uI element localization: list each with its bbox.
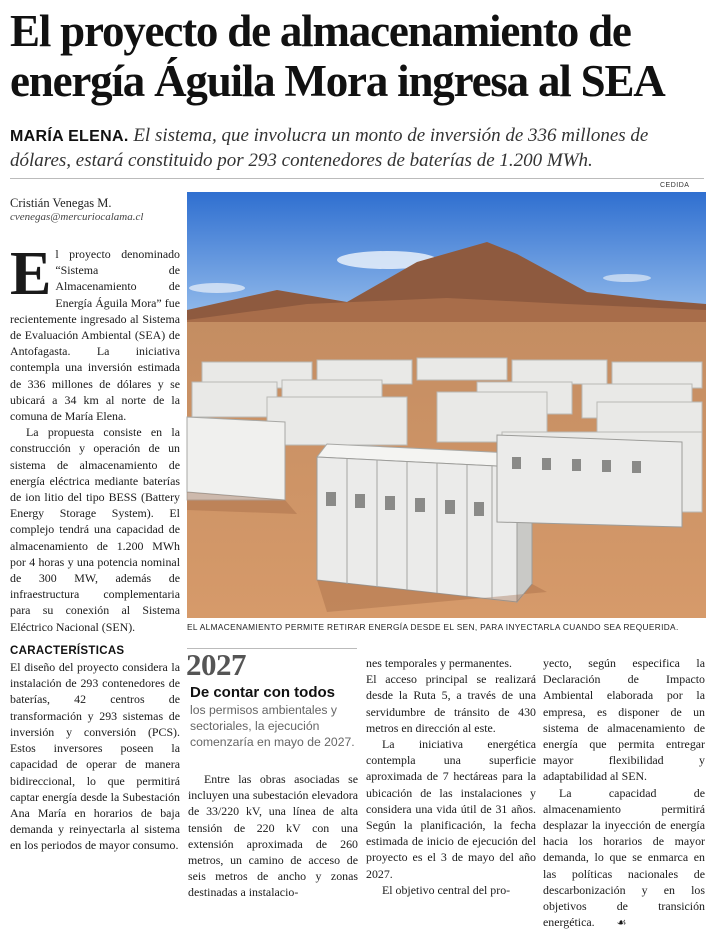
headline: El proyecto de almacenamiento de energía Águila Mora ingresa al SEA — [10, 6, 665, 106]
sidebar-year: 2027 — [186, 647, 246, 682]
author-name: Cristián Venegas M. — [10, 196, 112, 210]
paragraph: El acceso principal se realizará desde la Ruta 5, a través de una servidumbre de tránsito de 430 metros en dirección al este. — [366, 672, 536, 735]
section-subhead: CARACTERÍSTICAS — [10, 644, 125, 657]
lead-text: El sistema, que involucra un monto de inversión de 336 millones de dólares, estará constituido por 293 contenedores de baterías de 1.200 MWh. — [10, 125, 649, 171]
paragraph-text: La capacidad de almacenamiento permitirá desplazar la inyección de energía hacia los horarios de mayor demanda, lo que se enmarca en las políticas nacionales de descarbonización y en los objetivos de transición energética. — [543, 785, 705, 930]
paragraph: Entre las obras asociadas se incluyen una subestación elevadora de 33/220 kV, una línea de alta tensión de 220 kV con una extensión aproximada de 260 metros, un camino de acceso de seis metros de ancho y zonas destinadas a instalacio- — [188, 772, 358, 900]
article-column-4 — [543, 655, 705, 931]
paragraph: El objetivo central del pro- — [382, 882, 511, 897]
drop-cap: E — [10, 240, 52, 308]
paragraph: l proyecto denominado “Sistema de Almacenamiento de Energía Águila Mora” fue recientemente ingresado al Sistema de Evaluación Ambiental (SEA) de Antofagasta. La iniciativa contempla una inversión estimada de 336 millones de dólares y se ubicará a 34 km al norte de la comuna de María Elena. — [10, 247, 180, 424]
lead-paragraph — [10, 124, 704, 173]
article-column-3 — [366, 655, 536, 898]
divider — [10, 178, 704, 179]
sidebar-text: los permisos ambientales y sectoriales, la ejecución comenzaría en mayo de 2027. — [190, 703, 355, 749]
paragraph: La propuesta consiste en la construcción y operación de un sistema de almacenamiento de energía eléctrica mediante baterías de ion litio del tipo BESS (Battery Energy Storage System). El complejo tendrá una capacidad de almacenamiento de 1.200 MWh por 4 horas y una potencia nominal de 300 MW, además de infraestructura complementaria para su conexión al Sistema Eléctrico Nacional (SEN). — [10, 425, 180, 634]
paragraph: El diseño del proyecto considera la instalación de 293 contenedores de baterías, 42 centros de transformación y 293 sistemas de inversión y conversión (PCS). Estos inversores poseen la capacidad de operar de manera bidireccional, lo que permitirá captar energía desde la Subestación Ana María en horarios de baja demanda y reinyectarla al sistema en los periodos de mayor consumo. — [10, 660, 180, 853]
battery-storage-illustration — [187, 192, 706, 618]
paragraph: yecto, según especifica la Declaración de Impacto Ambiental elaborada por la empresa, es disponer de un sistema de almacenamiento de energía que permita entregar mayor flexibilidad y adaptabilidad al SEN. — [543, 656, 705, 784]
photo-caption: EL ALMACENAMIENTO PERMITE RETIRAR ENERGÍA DESDE EL SEN, PARA INYECTARLA CUANDO SEA REQUERIDA. — [187, 622, 679, 632]
photo-credit: CEDIDA — [660, 182, 690, 189]
lead-place: MARÍA ELENA. — [10, 128, 129, 145]
article-column-1 — [10, 240, 180, 854]
article-photo — [187, 192, 706, 618]
paragraph: La iniciativa energética contempla una superficie aproximada de 7 hectáreas para la ubicación de las instalaciones y considera una vida útil de 31 años. Según la planificación, la fecha estimada de inicio de ejecución del proyecto es el 3 de mayo del año 2027. — [366, 737, 536, 881]
sidebar-heading: De contar con todos — [190, 684, 336, 701]
article-column-2 — [188, 771, 358, 901]
author-email[interactable]: cvenegas@mercuriocalama.cl — [10, 211, 144, 223]
end-of-article-icon: ☙ — [616, 916, 627, 930]
paragraph: nes temporales y permanentes. — [366, 656, 512, 670]
paragraph — [543, 785, 705, 931]
